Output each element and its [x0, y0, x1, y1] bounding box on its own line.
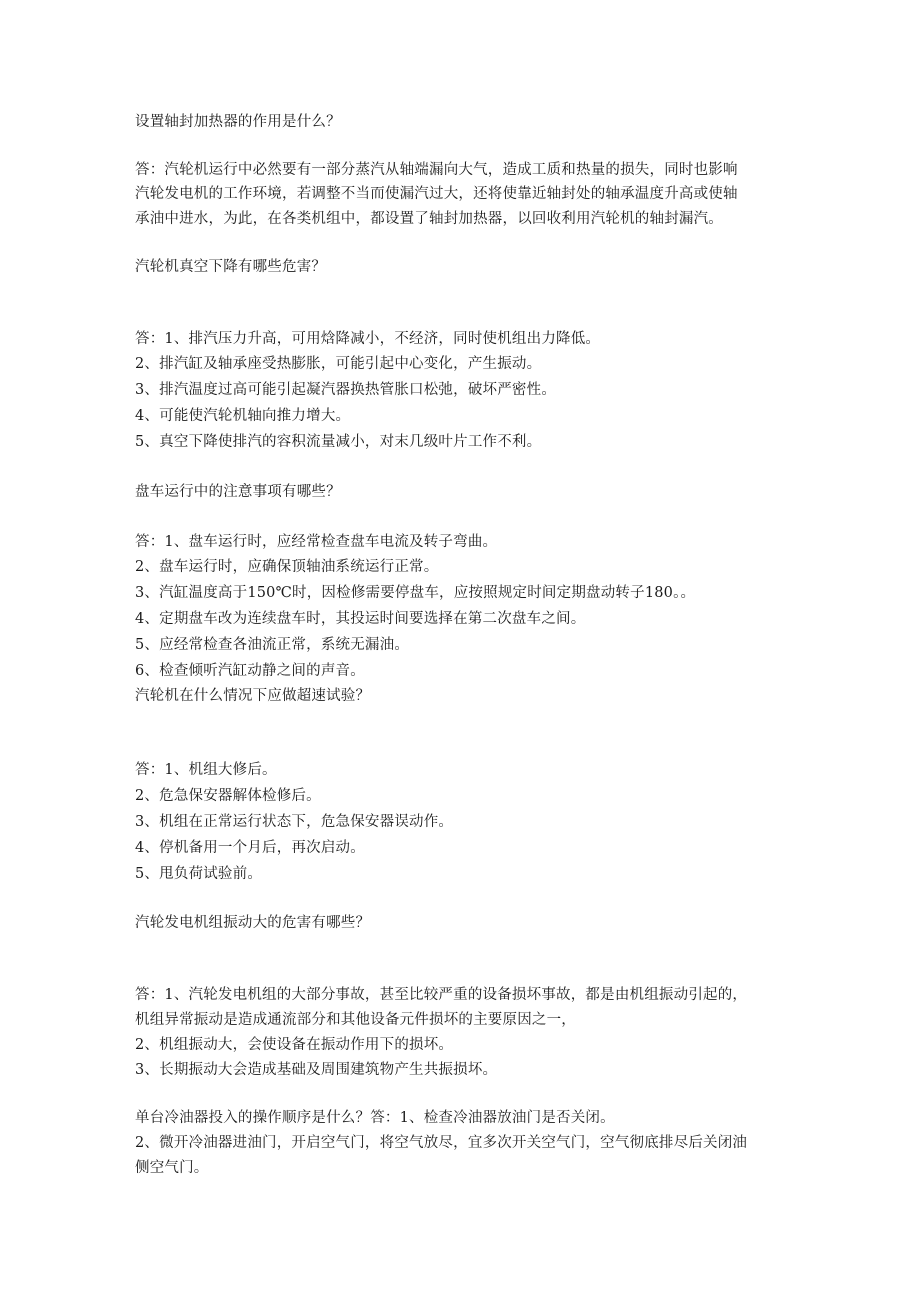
answer-line: 5、甩负荷试验前。 [135, 866, 263, 882]
answer-line: 2、机组振动大，会使设备在振动作用下的损坏。 [135, 1037, 454, 1053]
question-heading: 盘车运行中的注意事项有哪些？ [135, 484, 341, 500]
answer-line: 答：1、排汽压力升高，可用焓降减小，不经济，同时使机组出力降低。 [135, 331, 601, 347]
answer-line: 侧空气门。 [135, 1160, 209, 1176]
answer-line: 4、定期盘车改为连续盘车时，其投运时间要选择在第二次盘车之间。 [135, 611, 586, 627]
answer-line: 2、盘车运行时，应确保顶轴油系统运行正常。 [135, 559, 439, 575]
answer-line: 4、可能使汽轮机轴向推力增大。 [135, 408, 351, 424]
answer-line: 承油中进水，为此，在各类机组中，都设置了轴封加热器，以回收利用汽轮机的轴封漏汽。 [135, 211, 723, 227]
answer-line: 3、汽缸温度高于150℃时，因检修需要停盘车，应按照规定时间定期盘动转子180。。 [135, 585, 696, 601]
answer-line: 2、微开冷油器进油门，开启空气门，将空气放尽，宜多次开关空气门，空气彻底排尽后关闭油 [135, 1135, 748, 1151]
answer-line: 汽轮发电机的工作环境，若调整不当而使漏汽过大，还将使靠近轴封处的轴承温度升高或使轴 [135, 186, 738, 202]
answer-line: 2、排汽缸及轴承座受热膨胀，可能引起中心变化，产生振动。 [135, 356, 542, 372]
question-heading: 单台冷油器投入的操作顺序是什么？答：1、检查冷油器放油门是否关闭。 [135, 1110, 615, 1126]
answer-line: 答：汽轮机运行中必然要有一部分蒸汽从轴端漏向大气，造成工质和热量的损失，同时也影响 [135, 162, 738, 178]
question-heading: 汽轮发电机组振动大的危害有哪些？ [135, 915, 371, 931]
question-heading: 汽轮机在什么情况下应做超速试验？ [135, 688, 371, 704]
question-heading: 汽轮机真空下降有哪些危害？ [135, 259, 327, 275]
answer-line: 2、危急保安器解体检修后。 [135, 788, 321, 804]
answer-line: 4、停机备用一个月后，再次启动。 [135, 840, 365, 856]
answer-line: 3、长期振动大会造成基础及周围建筑物产生共振损坏。 [135, 1062, 498, 1078]
answer-line: 答：1、盘车运行时，应经常检查盘车电流及转子弯曲。 [135, 534, 498, 550]
answer-line: 5、应经常检查各油流正常，系统无漏油。 [135, 637, 410, 653]
answer-line: 6、检查倾听汽缸动静之间的声音。 [135, 663, 365, 679]
answer-line: 3、机组在正常运行状态下，危急保安器误动作。 [135, 814, 454, 830]
question-heading: 设置轴封加热器的作用是什么？ [135, 114, 341, 130]
answer-line: 3、排汽温度过高可能引起凝汽器换热管胀口松弛，破坏严密性。 [135, 382, 557, 398]
answer-line: 答：1、机组大修后。 [135, 762, 277, 778]
answer-line: 答：1、汽轮发电机组的大部分事故，甚至比较严重的设备损坏事故，都是由机组振动引起的， [135, 987, 748, 1003]
answer-line: 机组异常振动是造成通流部分和其他设备元件损坏的主要原因之一， [135, 1012, 576, 1028]
answer-line: 5、真空下降使排汽的容积流量减小，对末几级叶片工作不利。 [135, 434, 542, 450]
